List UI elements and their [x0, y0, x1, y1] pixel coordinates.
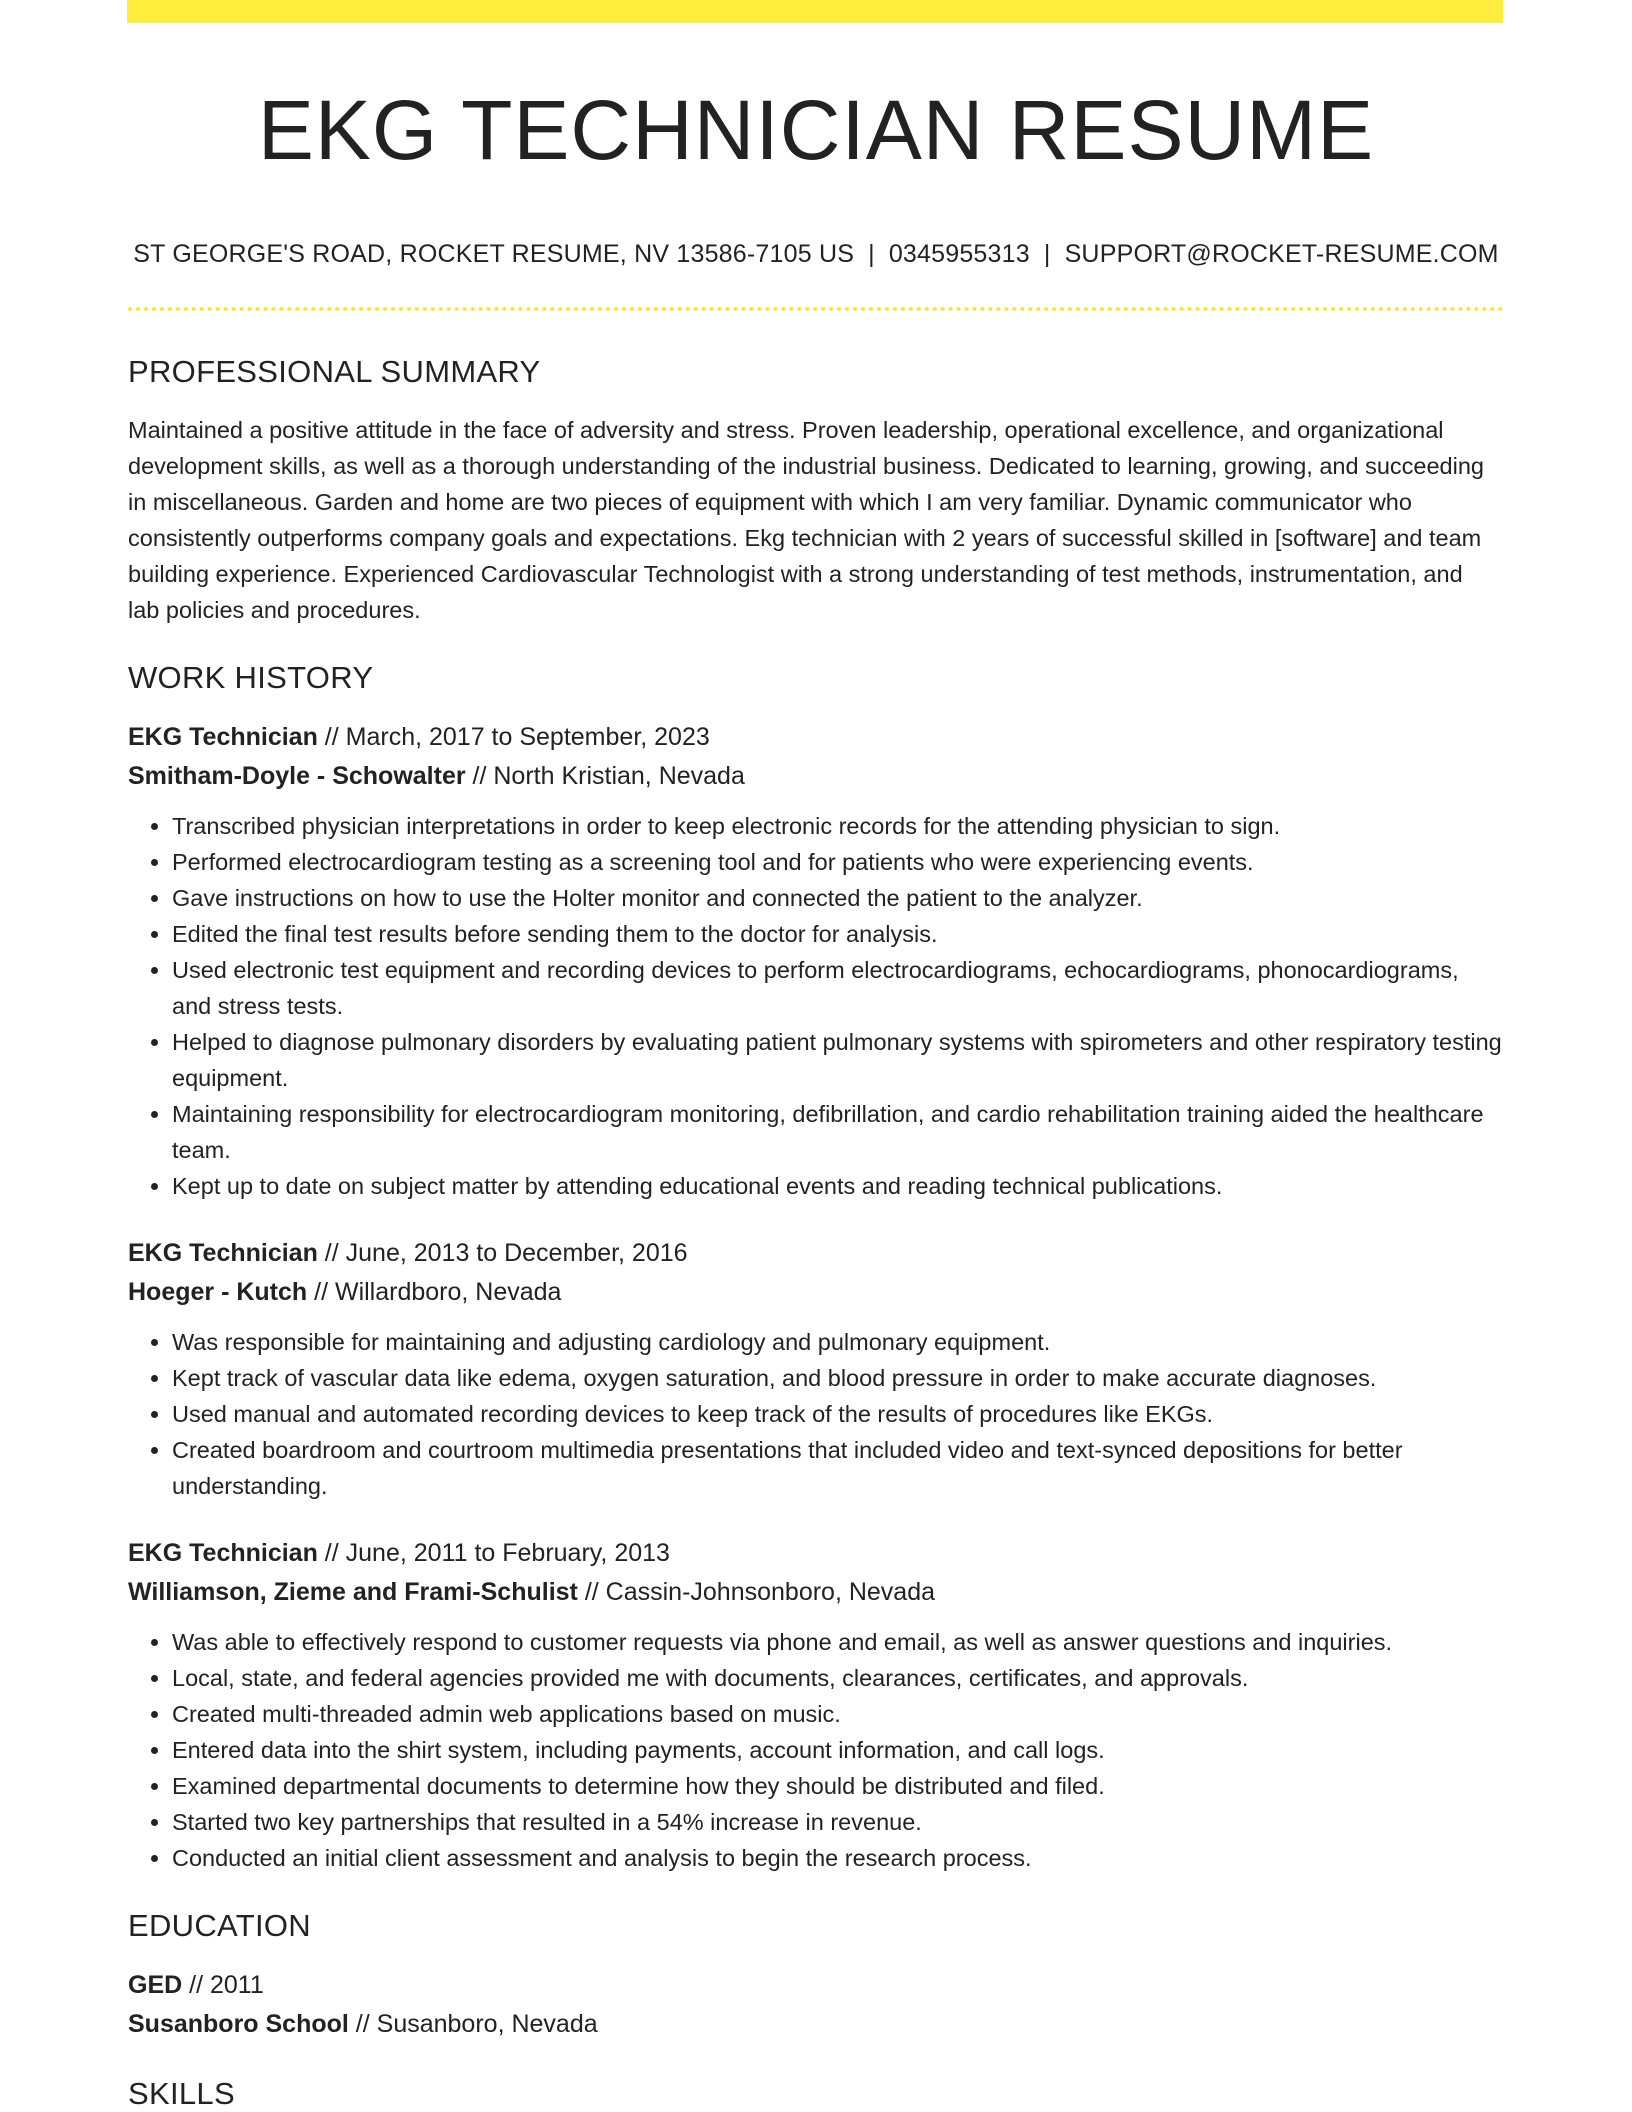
job-company-line	[128, 1273, 1504, 1312]
job-title-line	[128, 1234, 1504, 1273]
job-dates: // June, 2013 to December, 2016	[317, 1239, 688, 1267]
list-item: • Started two key partnerships that resulted in a 54% increase in revenue.	[172, 1804, 1504, 1840]
list-item: • Edited the final test results before sending them to the doctor for analysis.	[172, 916, 1504, 952]
job-company: Hoeger - Kutch	[128, 1278, 308, 1306]
job-dates: // March, 2017 to September, 2023	[317, 723, 710, 751]
job-location: // North Kristian, Nevada	[465, 762, 745, 790]
list-item: • Kept track of vascular data like edema, oxygen saturation, and blood pressure in order to make accurate diagnoses.	[172, 1360, 1504, 1396]
education-degree: GED	[128, 1971, 183, 1999]
dotted-divider	[128, 307, 1504, 311]
job-entry	[128, 718, 1504, 1204]
list-item: • Entered data into the shirt system, including payments, account information, and call logs.	[172, 1732, 1504, 1768]
list-item: • Kept up to date on subject matter by attending educational events and reading technical publications.	[172, 1168, 1504, 1204]
job-title: EKG Technician	[128, 1539, 318, 1567]
summary-heading: PROFESSIONAL SUMMARY	[128, 354, 541, 389]
list-item: • Conducted an initial client assessment and analysis to begin the research process.	[172, 1840, 1504, 1876]
education-school-line	[128, 2005, 1504, 2044]
job-entry	[128, 1534, 1504, 1876]
resume-title: EKG TECHNICIAN RESUME	[257, 83, 1375, 177]
education-school: Susanboro School	[128, 2010, 349, 2038]
list-item: • Used electronic test equipment and recording devices to perform electrocardiograms, echocardiograms, phonocardiograms, and stress tests.	[172, 952, 1504, 1024]
education-degree-line	[128, 1966, 1504, 2005]
contact-separator: |	[868, 240, 875, 268]
work-history-section	[128, 660, 1504, 1876]
job-title: EKG Technician	[128, 1239, 318, 1267]
education-section	[128, 1908, 1504, 2044]
education-heading: EDUCATION	[128, 1908, 311, 1943]
list-item: • Created boardroom and courtroom multimedia presentations that included video and text-synced depositions for better understanding.	[172, 1432, 1504, 1504]
contact-separator: |	[1043, 240, 1051, 268]
work-history-heading: WORK HISTORY	[128, 660, 374, 695]
list-item: • Gave instructions on how to use the Holter monitor and connected the patient to the analyzer.	[172, 880, 1504, 916]
job-company: Williamson, Zieme and Frami-Schulist	[128, 1578, 578, 1606]
education-year: // 2011	[182, 1971, 264, 1999]
job-dates: // June, 2011 to February, 2013	[317, 1539, 670, 1567]
job-company-line	[128, 1573, 1504, 1612]
list-item: • Used manual and automated recording devices to keep track of the results of procedures like EKGs.	[172, 1396, 1504, 1432]
job-bullets	[128, 1624, 1504, 1876]
job-location: // Willardboro, Nevada	[307, 1278, 562, 1306]
skills-heading: SKILLS	[128, 2076, 235, 2111]
education-location: // Susanboro, Nevada	[348, 2010, 598, 2038]
job-title-line	[128, 1534, 1504, 1573]
job-bullets	[128, 1324, 1504, 1504]
contact-email: SUPPORT@ROCKET-RESUME.COM	[1064, 240, 1499, 268]
job-company-line	[128, 757, 1504, 796]
job-company: Smitham-Doyle - Schowalter	[128, 762, 466, 790]
contact-address: ST GEORGE'S ROAD, ROCKET RESUME, NV 13586-7105 US	[133, 240, 855, 268]
list-item: • Local, state, and federal agencies provided me with documents, clearances, certificates, and approvals.	[172, 1660, 1504, 1696]
list-item: • Examined departmental documents to determine how they should be distributed and filed.	[172, 1768, 1504, 1804]
job-title-line	[128, 718, 1504, 757]
resume-content	[128, 354, 1504, 2112]
job-bullets	[128, 808, 1504, 1204]
summary-text: Maintained a positive attitude in the face of adversity and stress. Proven leadership, operational excellence, and organizational development skills, as well as a thorough understanding of the industrial business. Dedicated to learning, growing, and succeeding in miscellaneous. Garden and home are two pieces of equipment with which I am very familiar. Dynamic communicator who consistently outperforms company goals and expectations. Ekg technician with 2 years of successful skilled in [software] and team building experience. Experienced Cardiovascular Technologist with a strong understanding of test methods, instrumentation, and lab policies and procedures.	[128, 417, 1484, 623]
list-item: • Maintaining responsibility for electrocardiogram monitoring, defibrillation, and cardio rehabilitation training aided the healthcare team.	[172, 1096, 1504, 1168]
list-item: • Helped to diagnose pulmonary disorders by evaluating patient pulmonary systems with spirometers and other respiratory testing equipment.	[172, 1024, 1504, 1096]
list-item: • Performed electrocardiogram testing as a screening tool and for patients who were experiencing events.	[172, 844, 1504, 880]
contact-phone: 0345955313	[888, 240, 1030, 268]
job-entry	[128, 1234, 1504, 1504]
list-item: • Was able to effectively respond to customer requests via phone and email, as well as answer questions and inquiries.	[172, 1624, 1504, 1660]
contact-line	[128, 240, 1504, 269]
job-title: EKG Technician	[128, 723, 318, 751]
top-accent-bar	[127, 0, 1503, 23]
list-item: • Was responsible for maintaining and adjusting cardiology and pulmonary equipment.	[172, 1324, 1504, 1360]
job-location: // Cassin-Johnsonboro, Nevada	[577, 1578, 936, 1606]
list-item: • Created multi-threaded admin web applications based on music.	[172, 1696, 1504, 1732]
list-item: • Transcribed physician interpretations in order to keep electronic records for the attending physician to sign.	[172, 808, 1504, 844]
skills-section	[128, 2076, 1504, 2112]
